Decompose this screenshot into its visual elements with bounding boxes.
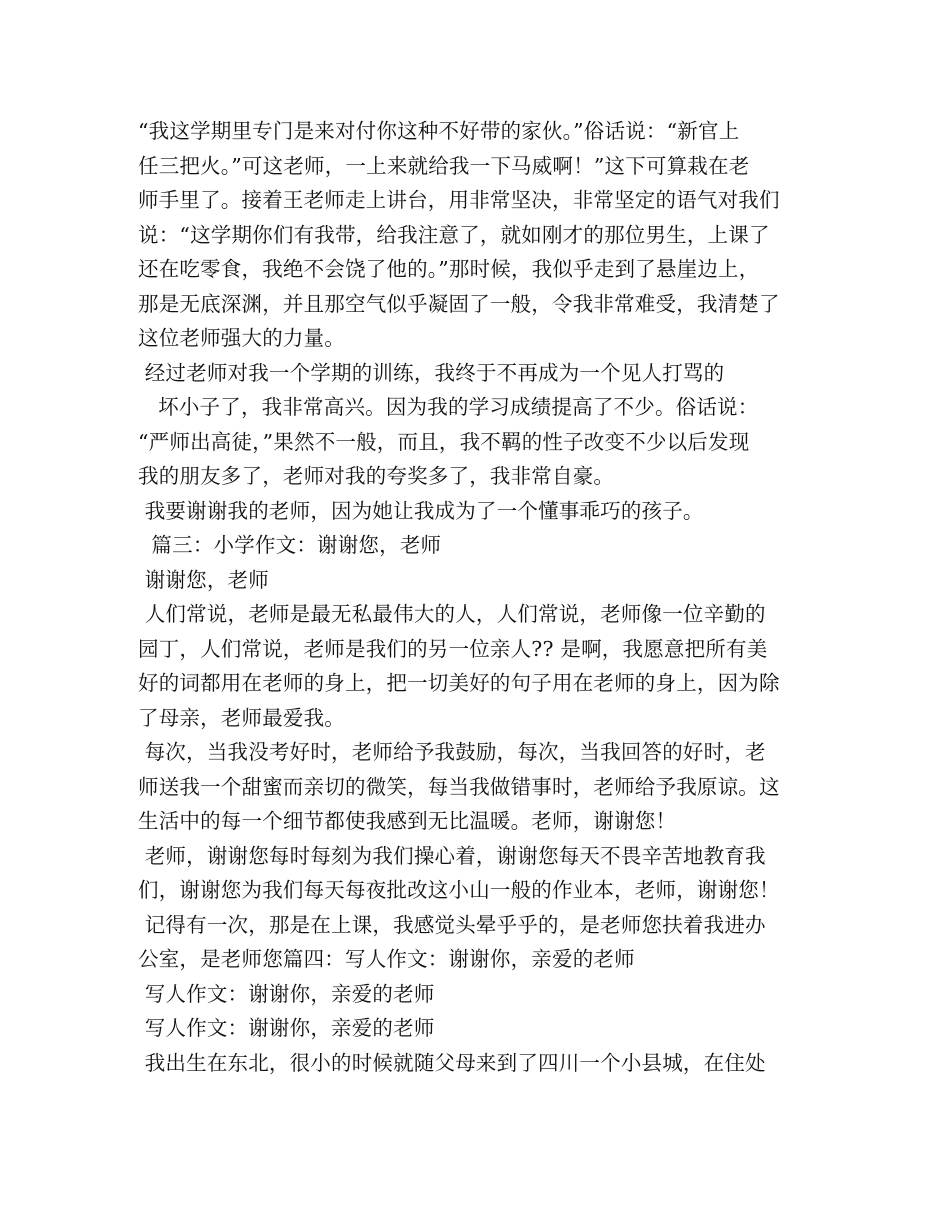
section-heading: 篇三：小学作文：谢谢您，老师 xyxy=(138,533,442,557)
text-line: 师送我一个甜蜜而亲切的微笑，每当我做错事时，老师给予我原谅。这 xyxy=(138,774,780,799)
text-line: 这位老师强大的力量。 xyxy=(138,326,345,350)
text-line: 我的朋友多了，老师对我的夸奖多了，我非常自豪。 xyxy=(138,464,615,488)
text-line: 任三把火。”可这老师，一上来就给我一下马威啊！”这下可算栽在老 xyxy=(138,153,750,178)
text-line: 那是无底深渊，并且那空气似乎凝固了一般，令我非常难受，我清楚了 xyxy=(138,291,780,316)
text-line: 师手里了。接着王老师走上讲台，用非常坚决，非常坚定的语气对我们 xyxy=(138,188,780,212)
text-line: 园丁，人们常说，老师是我们的另一位亲人?? 是啊，我愿意把所有美 xyxy=(138,636,768,661)
text-line: 记得有一次，那是在上课，我感觉头晕乎乎的，是老师您扶着我进办 xyxy=(138,912,766,937)
text-line: 经过老师对我一个学期的训练，我终于不再成为一个见人打骂的 xyxy=(138,360,725,385)
text-line: 还在吃零食，我绝不会饶了他的。”那时候，我似乎走到了悬崖边上， xyxy=(138,257,760,281)
text-line: 我要谢谢我的老师，因为她让我成为了一个懂事乖巧的孩子。 xyxy=(138,498,704,523)
text-line: “严师出高徒，”果然不一般，而且，我不羁的性子改变不少以后发现 xyxy=(138,429,750,454)
text-line: 人们常说，老师是最无私最伟大的人，人们常说，老师像一位辛勤的 xyxy=(138,602,766,626)
text-line: 们，谢谢您为我们每天每夜批改这小山一般的作业本，老师，谢谢您！ xyxy=(138,878,780,902)
text-line: 我出生在东北，很小的时候就随父母来到了四川一个小县城，在住处 xyxy=(138,1050,766,1075)
text-line: 好的词都用在老师的身上，把一切美好的句子用在老师的身上，因为除 xyxy=(138,671,780,695)
text-line: 坏小子了，我非常高兴。因为我的学习成绩提高了不少。俗话说： xyxy=(138,395,759,419)
article-title: 谢谢您，老师 xyxy=(138,567,269,592)
text-line: 每次，当我没考好时，老师给予我鼓励，每次，当我回答的好时，老 xyxy=(138,740,766,764)
text-line: 说：“这学期你们有我带，给我注意了，就如刚才的那位男生，上课了 xyxy=(138,222,770,247)
article-title: 写人作文：谢谢你，亲爱的老师 xyxy=(138,981,435,1006)
text-line: 老师，谢谢您每时每刻为我们操心着，谢谢您每天不畏辛苦地教育我 xyxy=(138,843,766,868)
document-body xyxy=(138,114,818,1080)
text-line: 了母亲，老师最爱我。 xyxy=(138,705,345,730)
article-title: 写人作文：谢谢你，亲爱的老师 xyxy=(138,1016,435,1040)
text-line: 公室，是老师您篇四：写人作文：谢谢你，亲爱的老师 xyxy=(138,947,635,971)
text-line: “我这学期里专门是来对付你这种不好带的家伙。”俗话说：“新官上 xyxy=(138,119,740,143)
text-line: 生活中的每一个细节都使我感到无比温暖。老师，谢谢您！ xyxy=(138,809,677,833)
